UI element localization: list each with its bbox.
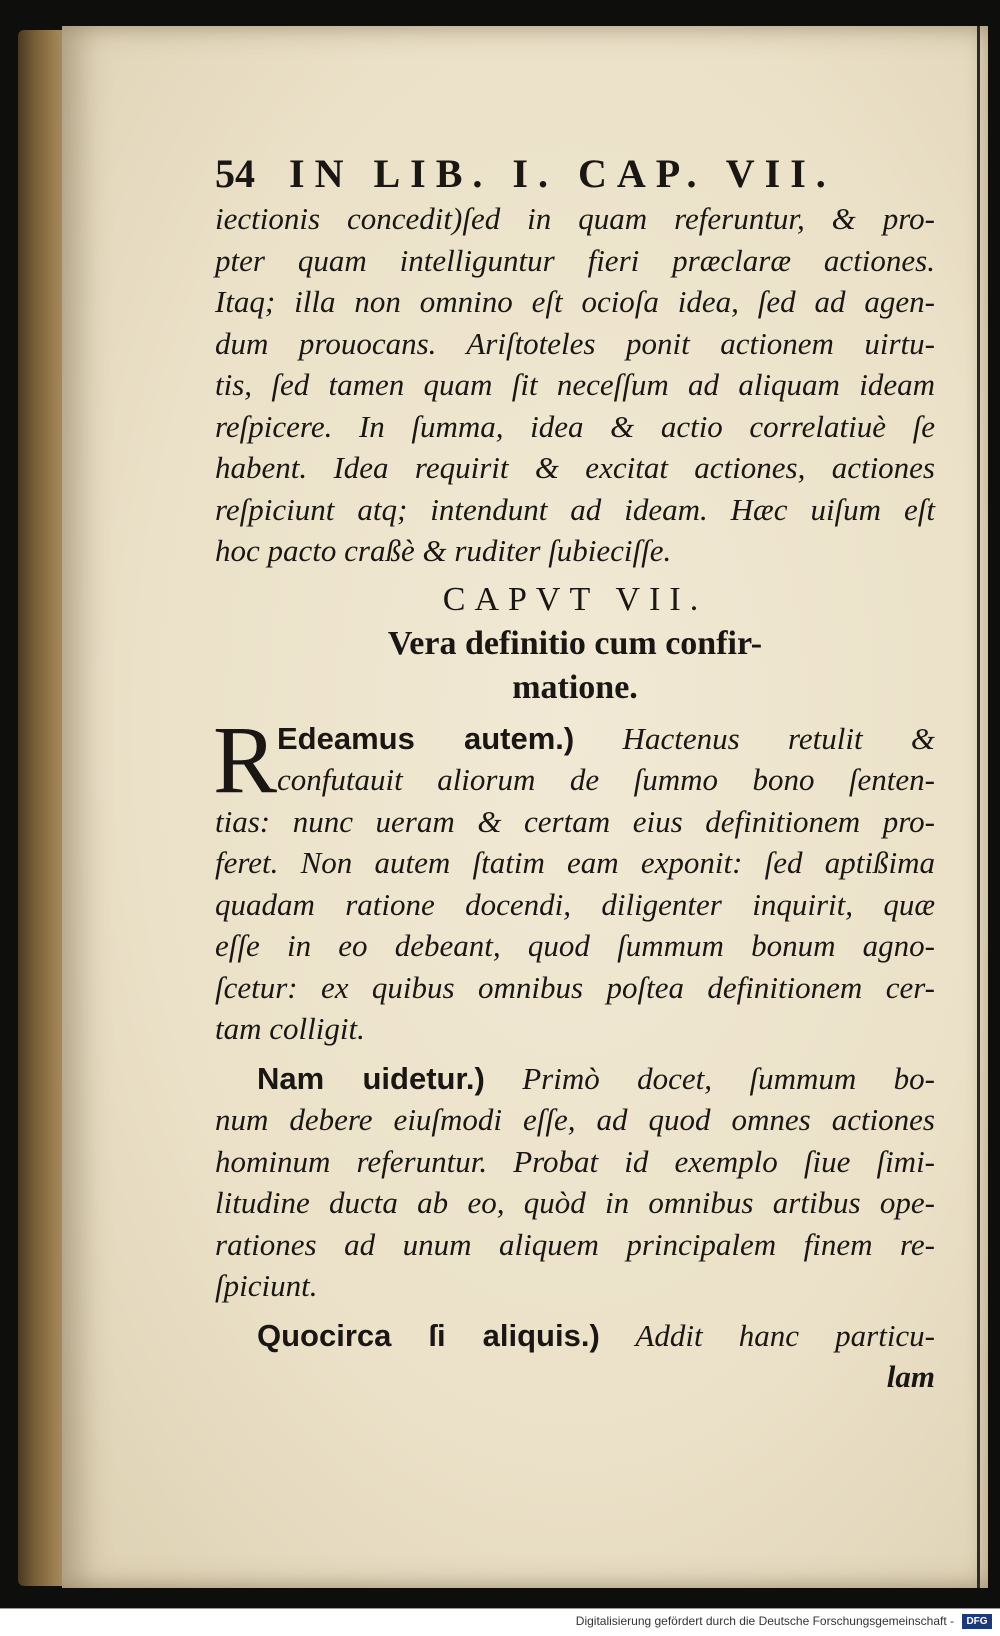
line-text: Hactenus retulit & (574, 720, 935, 756)
text-line: quadam ratione docendi, diligenter inquirit, quæ (215, 886, 935, 922)
chapter-title-line: Vera definitio cum confir- (387, 624, 763, 662)
footer-bar (0, 1608, 1000, 1636)
text-line: reſpicere. In ſumma, idea & actio correlatiuè ſe (215, 408, 935, 444)
dfg-logo: DFG (962, 1614, 992, 1629)
text-line: hominum referuntur. Probat id exemplo ſiue ſimi- (215, 1143, 935, 1179)
drop-capital: R (213, 705, 278, 813)
text-line: eſſe in eo debeant, quod ſummum bonum agno- (215, 928, 935, 963)
text-line: tias: nunc ueram & certam eius definitionem pro- (215, 803, 935, 839)
running-title: IN LIB. I. CAP. VII. (289, 151, 836, 196)
page-edge-rule (977, 26, 980, 1588)
text-line: litudine ducta ab eo, quòd in omnibus artibus ope- (215, 1185, 935, 1220)
footer-credit: Digitalisierung gefördert durch die Deutsche Forschungsgemeinschaft - (575, 1614, 954, 1628)
intro-paragraph (215, 198, 935, 572)
line-text: Primò docet, ſummum bo- (484, 1060, 935, 1096)
text-line: habent. Idea requirit & excitat actiones, actiones (215, 450, 935, 485)
paragraph-2 (215, 1058, 935, 1307)
running-head (215, 150, 935, 198)
text-block (215, 150, 935, 1397)
lemma: Nam uidetur.) (257, 1060, 485, 1096)
text-line: num debere eiuſmodi eſſe, ad quod omnes actiones (215, 1102, 935, 1137)
text-line: dum prouocans. Ariſtoteles ponit actionem uirtu- (215, 325, 935, 361)
text-line: Itaq; illa non omnino eſt ocioſa idea, ſed ad agen- (215, 284, 935, 319)
page-number: 54 (215, 151, 255, 196)
text-line: ſcetur: ex quibus omnibus poſtea definitionem cer- (215, 969, 935, 1005)
text-line: reſpiciunt atq; intendunt ad ideam. Hæc uiſum eſt (215, 491, 935, 527)
text-line (215, 1058, 935, 1100)
text-line: iectionis concedit)ſed in quam referuntur, & pro- (215, 201, 935, 236)
text-line: ſpiciunt. (215, 1268, 318, 1303)
text-line: tam colligit. (215, 1011, 365, 1046)
line-text: Addit hanc particu- (599, 1317, 936, 1353)
text-line: pter quam intelliguntur fieri præclaræ actiones. (215, 242, 935, 278)
chapter-label: CAPVT VII. (442, 580, 708, 618)
text-line (215, 718, 935, 760)
chapter-title-line: matione. (512, 668, 638, 706)
paragraph-3 (215, 1315, 935, 1357)
text-line: hoc pacto craßè & ruditer ſubieciſſe. (215, 533, 672, 568)
text-line: confutauit aliorum de ſummo bono ſenten- (277, 762, 935, 797)
text-line: rationes ad unum aliquem principalem finem re- (215, 1226, 935, 1262)
text-line: tis, ſed tamen quam ſit neceſſum ad aliquam ideam (215, 367, 935, 402)
paragraph-1 (213, 705, 935, 1050)
text-line (215, 1315, 935, 1357)
catchword: lam (886, 1359, 935, 1394)
text-line: feret. Non autem ſtatim eam exponit: ſed aptißima (215, 845, 935, 880)
lemma: Quocirca ſi aliquis.) (257, 1317, 600, 1353)
lemma: Edeamus autem.) (277, 720, 575, 756)
